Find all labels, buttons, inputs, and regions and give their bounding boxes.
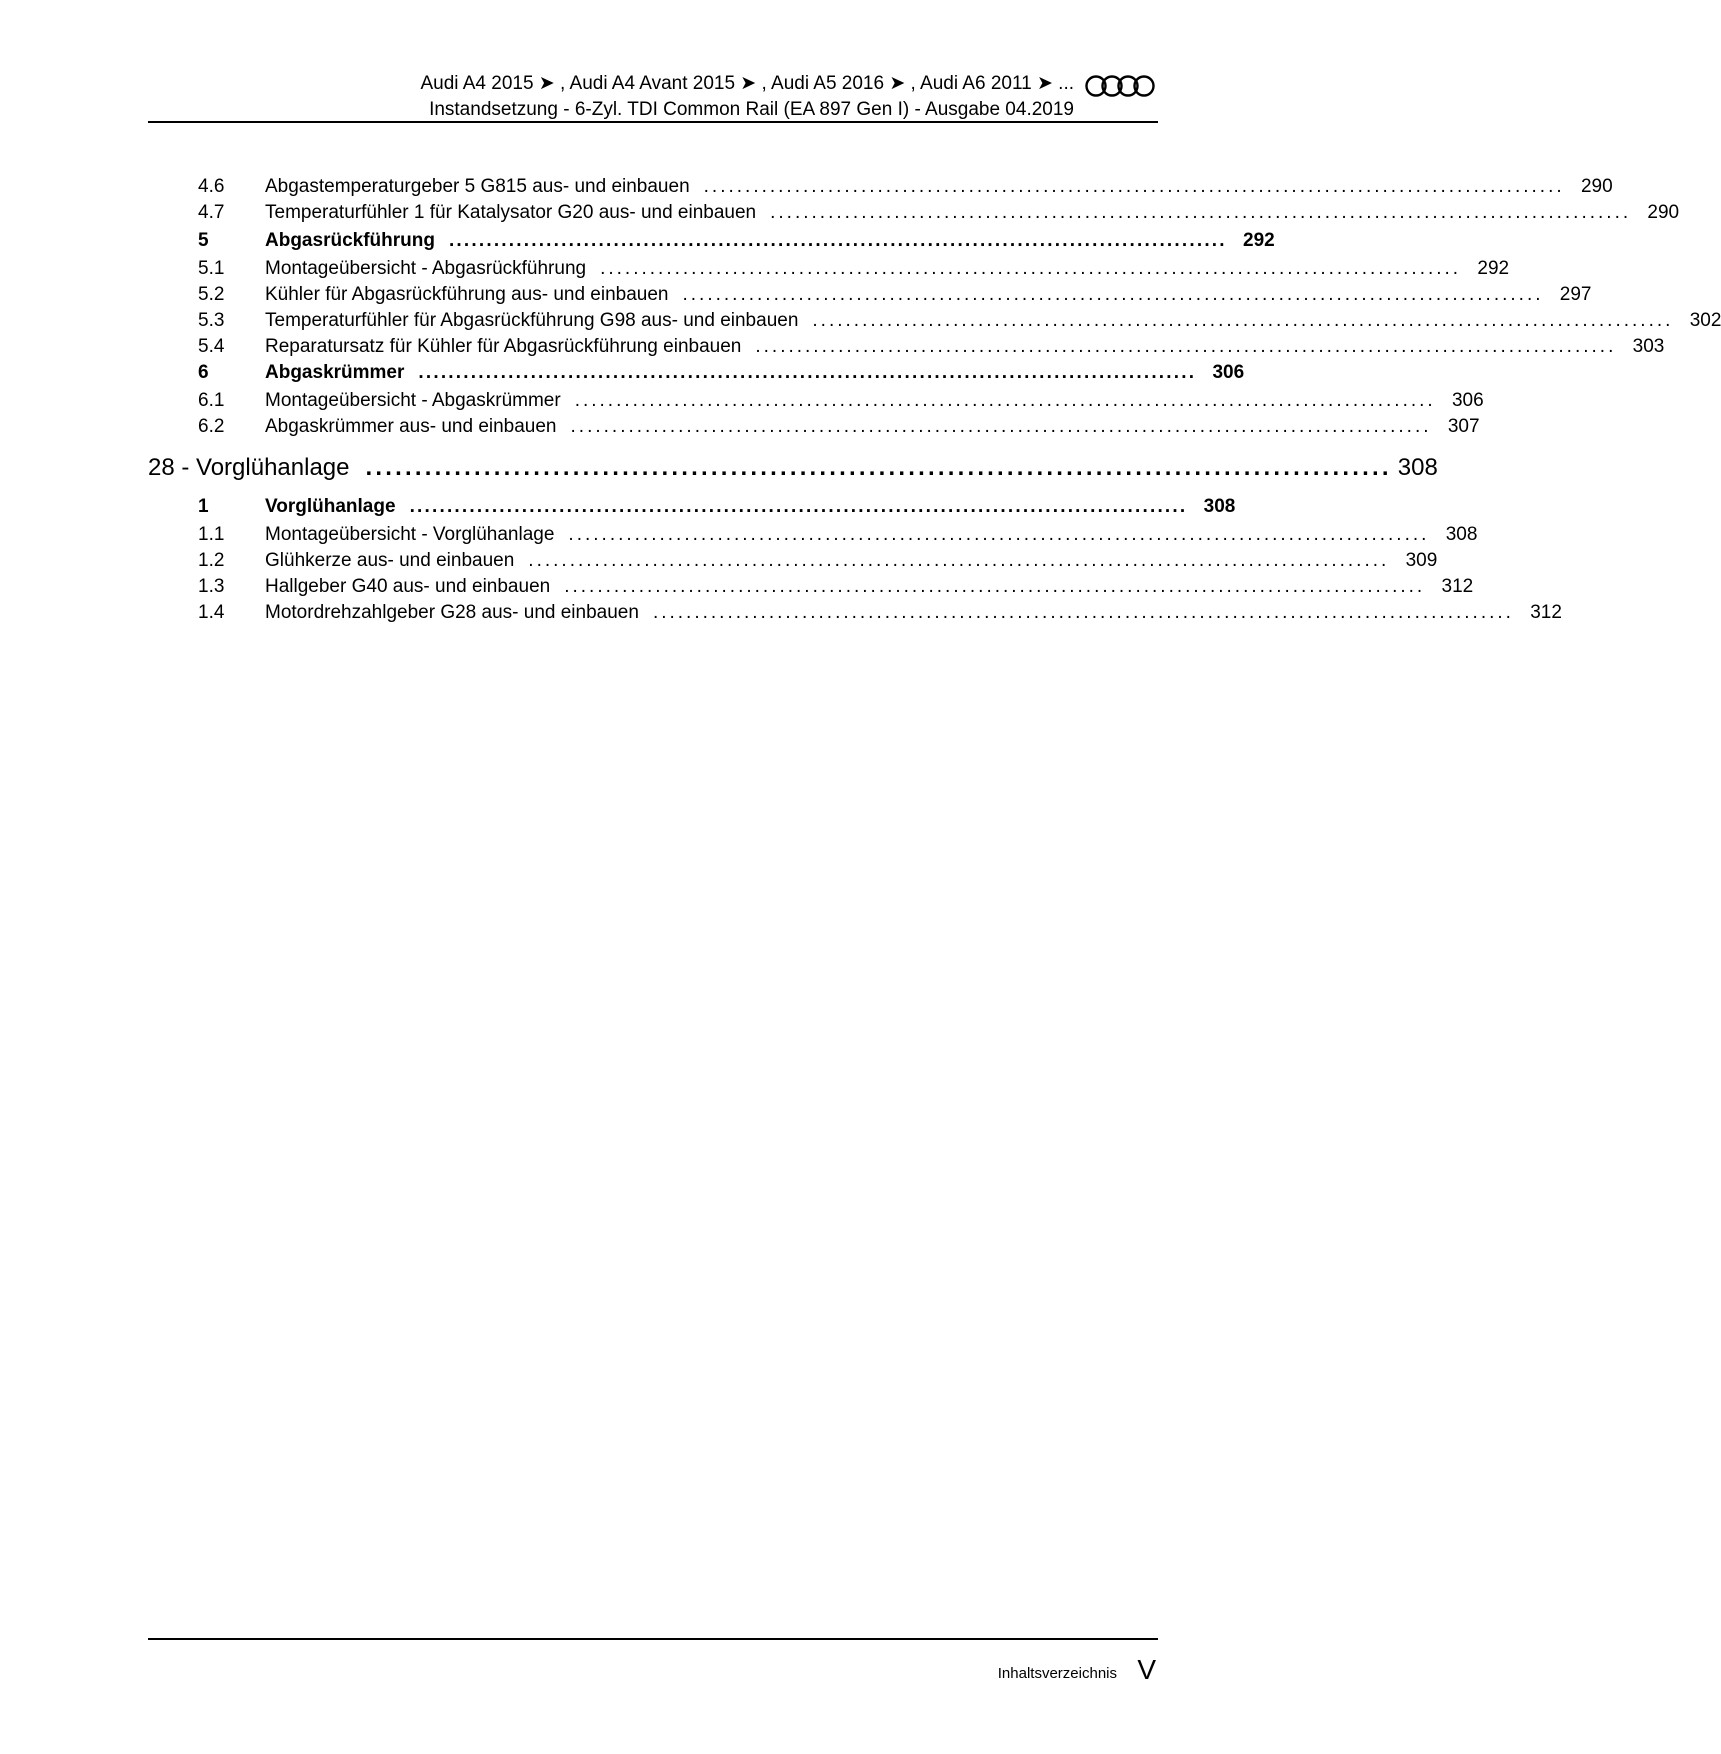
- toc-entry[interactable]: [148, 282, 1592, 308]
- toc-entry[interactable]: [148, 308, 1721, 334]
- header-divider: [148, 121, 1158, 123]
- toc-entry[interactable]: [148, 256, 1510, 282]
- table-of-contents: [148, 174, 1721, 626]
- toc-dot-leader: ........................................................................................................: [574, 390, 1436, 411]
- toc-entry[interactable]: [148, 388, 1484, 414]
- toc-entry-page: 292: [1477, 258, 1510, 279]
- toc-entry-page: 290: [1647, 202, 1680, 223]
- footer-divider: [148, 1638, 1158, 1640]
- toc-entry-page: 312: [1441, 576, 1474, 597]
- toc-entry-title: Abgaskrümmer aus- und einbauen: [265, 416, 557, 437]
- toc-entry-title: Abgastemperaturgeber 5 G815 aus- und einbauen: [265, 176, 690, 197]
- toc-entry-page: 306: [1451, 390, 1484, 411]
- toc-section-title: Abgaskrümmer: [265, 362, 405, 383]
- toc-entry-title: Hallgeber G40 aus- und einbauen: [265, 576, 551, 597]
- toc-section-number: 1: [198, 496, 209, 517]
- toc-dot-leader: ........................................................................................................: [564, 576, 1426, 597]
- toc-chapter-title: 28 - Vorglühanlage: [148, 454, 350, 481]
- toc-section-5[interactable]: [148, 228, 1275, 256]
- toc-entry-number: 1.1: [198, 524, 225, 545]
- toc-dot-leader: ........................................................................................................: [812, 310, 1674, 331]
- toc-dot-leader: ........................................................................................................: [600, 258, 1462, 279]
- toc-section-1[interactable]: [148, 494, 1236, 522]
- toc-entry-number: 1.2: [198, 550, 225, 571]
- toc-entry-page: 312: [1530, 602, 1562, 623]
- toc-entry[interactable]: [148, 574, 1474, 600]
- toc-section-number: 6: [198, 362, 209, 383]
- toc-entry-page: 290: [1580, 176, 1613, 197]
- toc-entry-page: 309: [1405, 550, 1438, 571]
- toc-entry-number: 5.3: [198, 310, 225, 331]
- toc-entry-page: 307: [1447, 416, 1480, 437]
- toc-chapter-page: 308: [1397, 454, 1438, 481]
- toc-entry-page: 303: [1632, 336, 1665, 357]
- toc-dot-leader: ........................................................................................................: [365, 454, 1392, 481]
- toc-entry-title: Temperaturfühler für Abgasrückführung G98 aus- und einbauen: [265, 310, 799, 331]
- toc-section-number: 5: [198, 230, 209, 251]
- toc-entry-number: 1.4: [198, 602, 225, 623]
- toc-entry[interactable]: [148, 522, 1478, 548]
- toc-dot-leader: ........................................................................................................: [703, 176, 1565, 197]
- toc-dot-leader: ........................................................................................................: [652, 602, 1514, 623]
- toc-entry-title: Kühler für Abgasrückführung aus- und einbauen: [265, 284, 669, 305]
- toc-entry-title: Montageübersicht - Vorglühanlage: [265, 524, 555, 545]
- toc-entry-number: 5.4: [198, 336, 225, 357]
- toc-section-page: 308: [1203, 496, 1236, 517]
- audi-rings-icon: [1084, 74, 1156, 98]
- toc-entry-number: 4.7: [198, 202, 225, 223]
- toc-entry-number: 4.6: [198, 176, 225, 197]
- toc-entry-number: 6.2: [198, 416, 225, 437]
- toc-entry[interactable]: [148, 200, 1680, 226]
- page-header: [148, 68, 1158, 124]
- toc-dot-leader: ........................................................................................................: [409, 496, 1188, 517]
- toc-dot-leader: ........................................................................................................: [770, 202, 1632, 223]
- header-manual-title: Instandsetzung - 6-Zyl. TDI Common Rail (EA 897 Gen I) - Ausgabe 04.2019: [429, 99, 1074, 120]
- toc-entry-page: 297: [1559, 284, 1592, 305]
- toc-entry[interactable]: [148, 600, 1562, 626]
- toc-section-title: Abgasrückführung: [265, 230, 435, 251]
- toc-entry-page: 308: [1445, 524, 1478, 545]
- header-vehicle-line: Audi A4 2015 ➤ , Audi A4 Avant 2015 ➤ , Audi A5 2016 ➤ , Audi A6 2011 ➤ ...: [420, 73, 1074, 94]
- toc-dot-leader: ........................................................................................................: [528, 550, 1390, 571]
- toc-section-6[interactable]: [148, 360, 1245, 388]
- toc-dot-leader: ........................................................................................................: [448, 230, 1227, 251]
- toc-entry-title: Glühkerze aus- und einbauen: [265, 550, 515, 571]
- footer-section-label: Inhaltsverzeichnis: [997, 1665, 1117, 1682]
- toc-section-title: Vorglühanlage: [265, 496, 396, 517]
- header-text: [420, 71, 1074, 123]
- toc-section-page: 292: [1243, 230, 1275, 251]
- toc-entry-number: 5.1: [198, 258, 225, 279]
- toc-section-page: 306: [1212, 362, 1245, 383]
- toc-entry-title: Reparatursatz für Kühler für Abgasrückführung einbauen: [265, 336, 742, 357]
- toc-entry[interactable]: [148, 414, 1480, 440]
- toc-dot-leader: ........................................................................................................: [755, 336, 1617, 357]
- footer-page-number: V: [1137, 1654, 1156, 1685]
- toc-entry[interactable]: [148, 334, 1665, 360]
- toc-entry-title: Temperaturfühler 1 für Katalysator G20 aus- und einbauen: [265, 202, 757, 223]
- toc-entry-number: 6.1: [198, 390, 225, 411]
- toc-entry-page: 302: [1689, 310, 1721, 331]
- toc-entry[interactable]: [148, 174, 1613, 200]
- toc-entry-number: 5.2: [198, 284, 225, 305]
- toc-chapter-28[interactable]: [148, 442, 1438, 494]
- toc-dot-leader: ........................................................................................................: [418, 362, 1197, 383]
- toc-dot-leader: ........................................................................................................: [570, 416, 1432, 437]
- toc-dot-leader: ........................................................................................................: [568, 524, 1430, 545]
- toc-entry-number: 1.3: [198, 576, 225, 597]
- toc-entry[interactable]: [148, 548, 1438, 574]
- toc-entry-title: Montageübersicht - Abgasrückführung: [265, 258, 587, 279]
- toc-entry-title: Motordrehzahlgeber G28 aus- und einbauen: [265, 602, 639, 623]
- toc-dot-leader: ........................................................................................................: [682, 284, 1544, 305]
- toc-entry-title: Montageübersicht - Abgaskrümmer: [265, 390, 561, 411]
